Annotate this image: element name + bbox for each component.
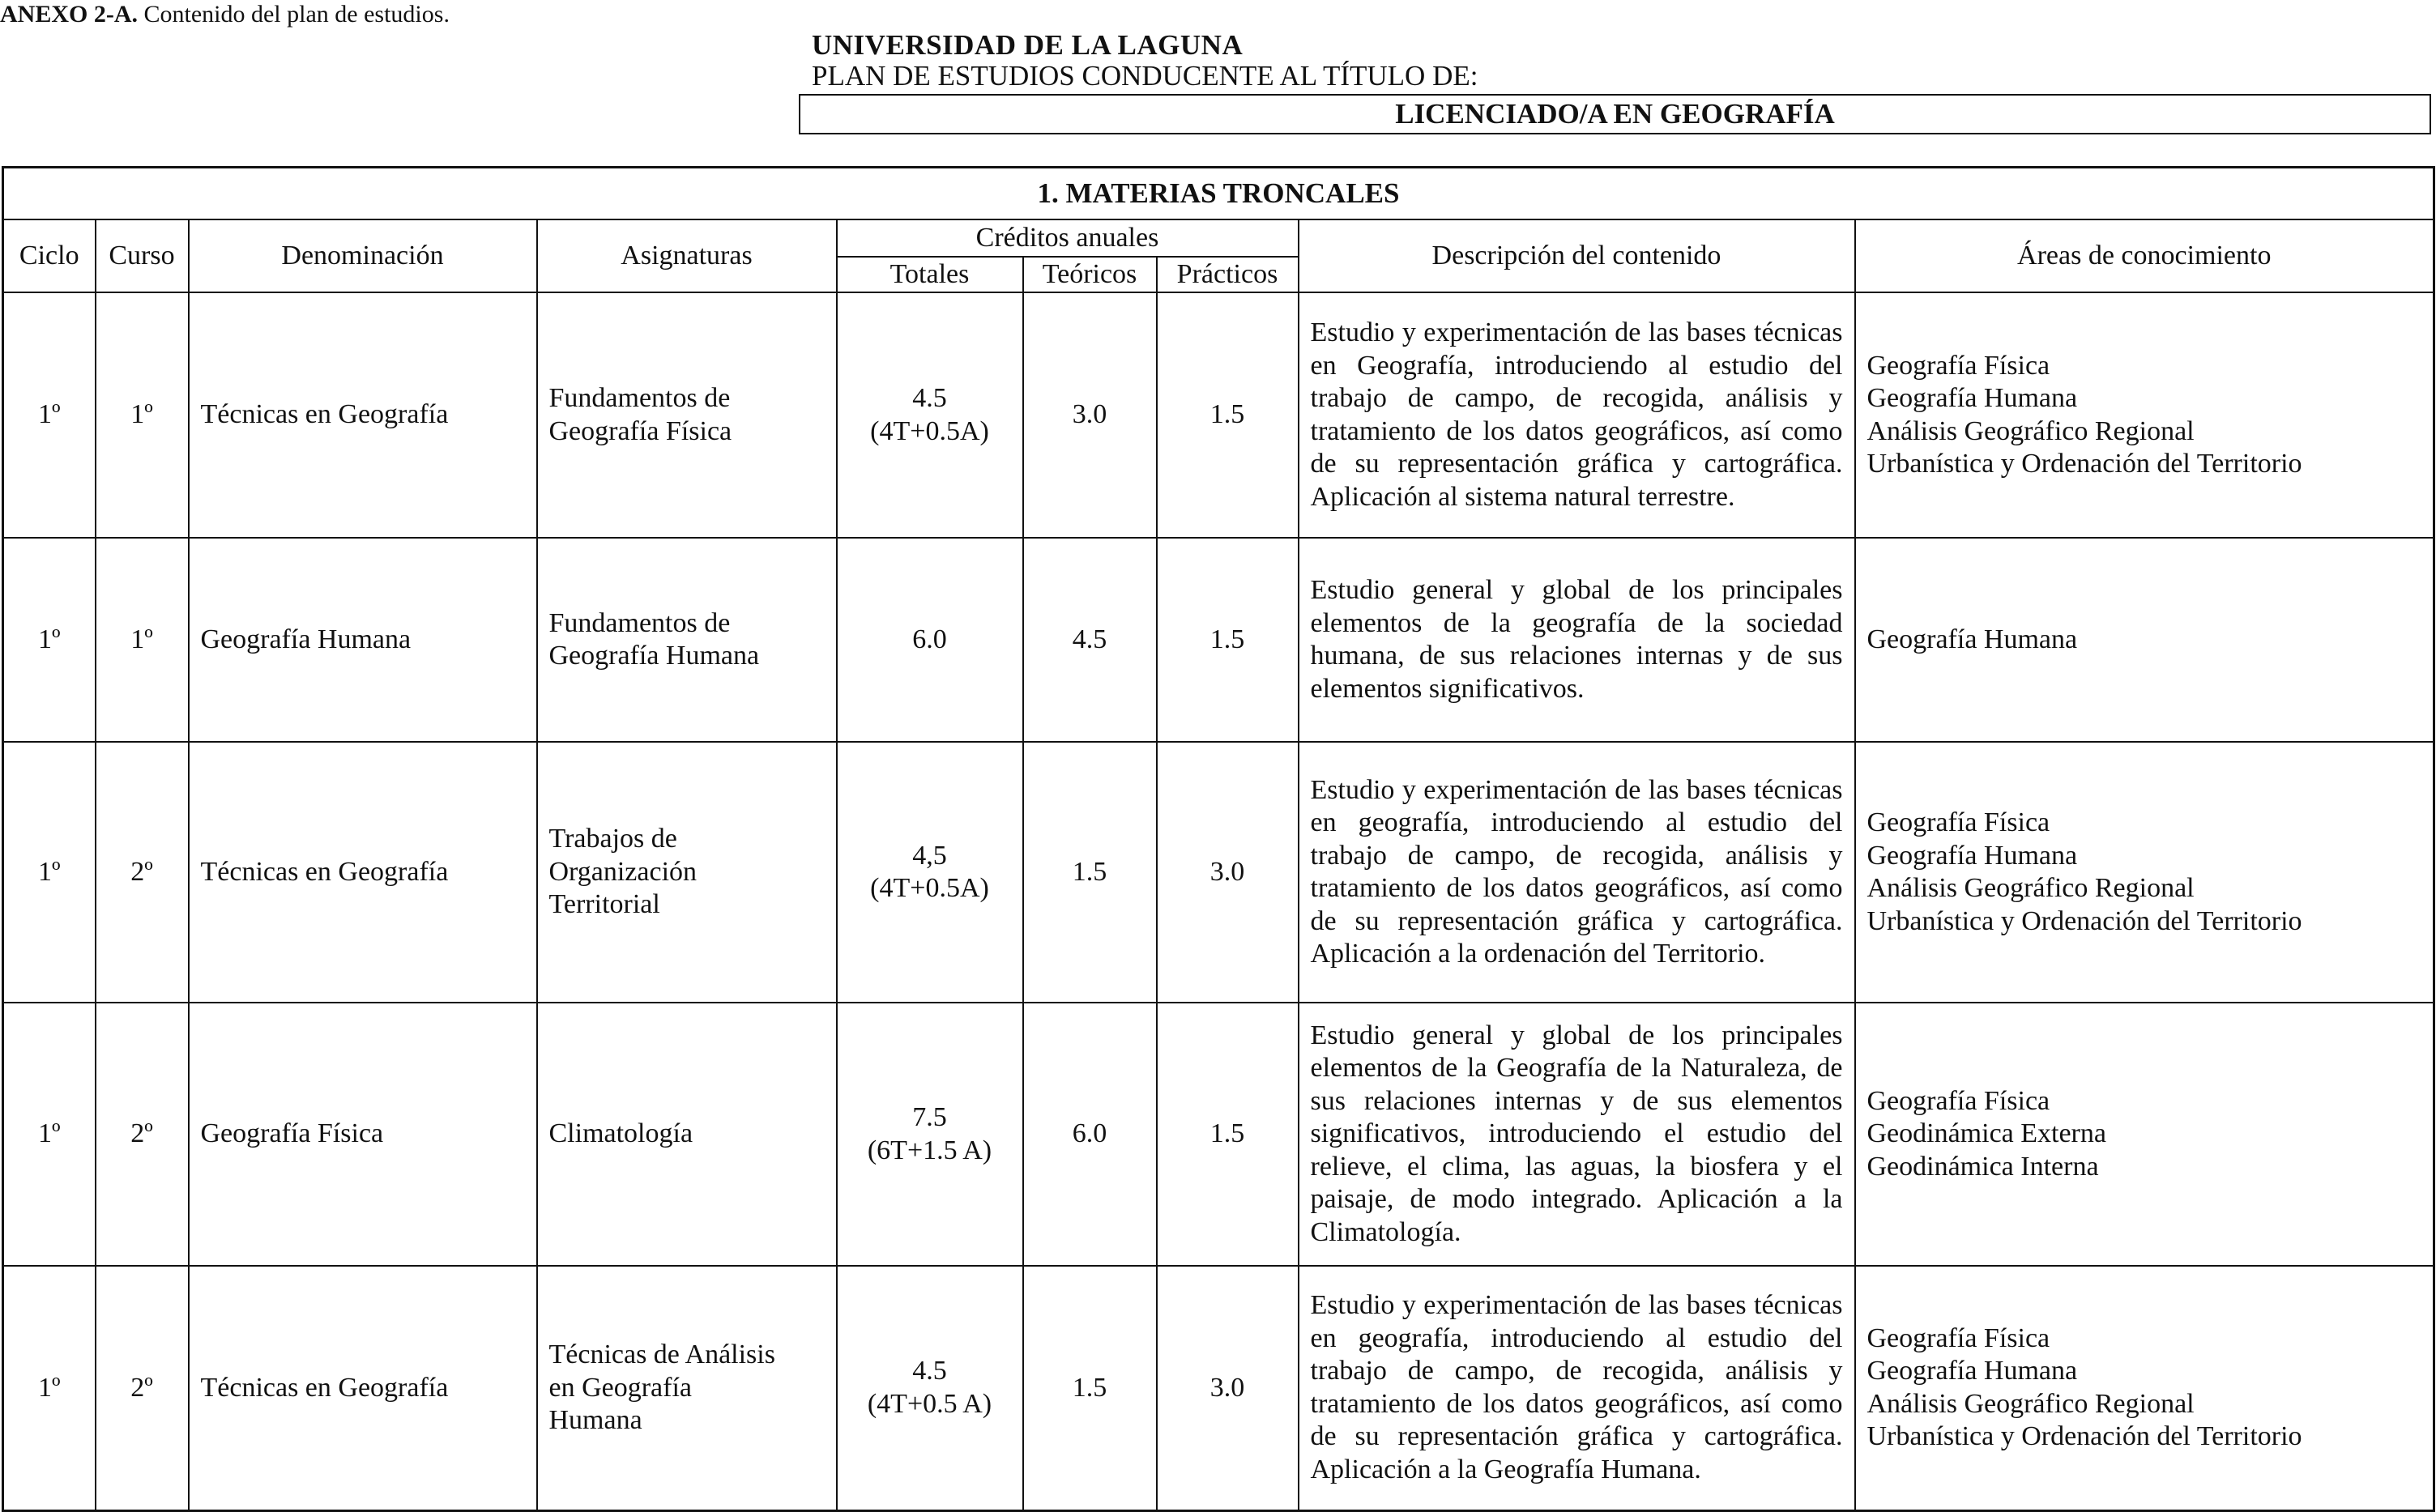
area-line: Geografía Física <box>1866 807 2050 837</box>
asignatura-line: Territorial <box>548 889 660 920</box>
curriculum-table <box>2 166 2435 1512</box>
cell-teoricos: 1.5 <box>1023 1266 1157 1510</box>
cell-ciclo: 1º <box>3 1003 96 1266</box>
table-row <box>3 292 2434 538</box>
col-header-creditos: Créditos anuales <box>837 219 1299 257</box>
cell-totales <box>837 1266 1023 1510</box>
cell-denominacion: Técnicas en Geografía <box>189 292 537 538</box>
asignatura-line: Técnicas de Análisis <box>548 1340 775 1369</box>
cell-areas <box>1855 538 2434 742</box>
cell-totales <box>837 1003 1023 1266</box>
asignatura-line: Climatología <box>548 1118 693 1149</box>
cell-asignatura <box>537 742 837 1003</box>
col-header-asignaturas: Asignaturas <box>537 219 837 292</box>
totales-line: (4T+0.5A) <box>870 415 989 446</box>
col-header-areas: Áreas de conocimiento <box>1855 219 2434 292</box>
cell-practicos: 1.5 <box>1157 292 1299 538</box>
col-header-ciclo: Ciclo <box>3 219 96 292</box>
cell-denominacion: Geografía Física <box>189 1003 537 1266</box>
annex-description: Contenido del plan de estudios. <box>138 1 450 28</box>
area-line: Geografía Humana <box>1866 624 2078 654</box>
cell-practicos: 3.0 <box>1157 1266 1299 1510</box>
cell-areas <box>1855 292 2434 538</box>
totales-line: (4T+0.5 A) <box>867 1388 992 1419</box>
cell-totales <box>837 742 1023 1003</box>
totales-line: 4.5 <box>912 383 947 413</box>
table-row <box>3 1266 2434 1510</box>
cell-areas <box>1855 1266 2434 1510</box>
cell-teoricos: 3.0 <box>1023 292 1157 538</box>
table-body <box>3 292 2434 1510</box>
area-line: Geodinámica Externa <box>1866 1118 2106 1149</box>
cell-asignatura <box>537 1003 837 1266</box>
totales-line: 4.5 <box>912 1356 947 1386</box>
asignatura-line: Trabajos de <box>548 824 677 854</box>
cell-practicos: 1.5 <box>1157 538 1299 742</box>
cell-denominacion: Técnicas en Geografía <box>189 742 537 1003</box>
section-title: 1. MATERIAS TRONCALES <box>3 168 2434 220</box>
cell-teoricos: 6.0 <box>1023 1003 1157 1266</box>
totales-line: 6.0 <box>912 624 947 654</box>
asignatura-line: Geografía Humana <box>548 641 760 671</box>
area-line: Urbanística y Ordenación del Territorio <box>1866 905 2302 936</box>
area-line: Geografía Humana <box>1866 383 2078 413</box>
asignatura-line: Fundamentos de <box>548 607 731 638</box>
area-line: Análisis Geográfico Regional <box>1866 415 2195 446</box>
col-header-descripcion: Descripción del contenido <box>1299 219 1855 292</box>
cell-descripcion: Estudio general y global de los principales elementos de la Geografía de la Naturaleza, de sus relaciones internas y de sus elementos significativos, introduciendo el estudio del relieve, el clima, las aguas, la biosfera y el paisaje, de modo integrado. Aplicación a la Climatología. <box>1299 1003 1855 1266</box>
area-line: Análisis Geográfico Regional <box>1866 873 2195 903</box>
degree-title: LICENCIADO/A EN GEOGRAFÍA <box>799 94 2431 134</box>
cell-asignatura <box>537 1266 837 1510</box>
totales-line: (6T+1.5 A) <box>867 1135 992 1165</box>
col-header-practicos: Prácticos <box>1157 257 1299 292</box>
asignatura-line: Organización <box>548 856 698 887</box>
col-header-denominacion: Denominación <box>189 219 537 292</box>
cell-descripcion: Estudio y experimentación de las bases técnicas en geografía, introduciendo al estudio del trabajo de campo, de recogida, análisis y tratamiento de los datos geográficos, así como de su representación gráfica y cartográfica. Aplicación a la Geografía Humana. <box>1299 1266 1855 1510</box>
cell-descripcion: Estudio y experimentación de las bases técnicas en geografía, introduciendo al estudio del trabajo de campo, de recogida, análisis y tratamiento de los datos geográficos, así como de su representación gráfica y cartográfica. Aplicación a la ordenación del Territorio. <box>1299 742 1855 1003</box>
cell-areas <box>1855 742 2434 1003</box>
cell-areas <box>1855 1003 2434 1266</box>
cell-totales <box>837 292 1023 538</box>
cell-descripcion: Estudio general y global de los principales elementos de la geografía de la sociedad humana, de sus relaciones internas y de sus elementos significativos. <box>1299 538 1855 742</box>
asignatura-line: Fundamentos de <box>548 383 731 413</box>
cell-curso: 1º <box>96 292 189 538</box>
col-header-teoricos: Teóricos <box>1023 257 1157 292</box>
cell-denominacion: Geografía Humana <box>189 538 537 742</box>
cell-practicos: 3.0 <box>1157 742 1299 1003</box>
cell-curso: 2º <box>96 1266 189 1510</box>
cell-curso: 1º <box>96 538 189 742</box>
cell-ciclo: 1º <box>3 742 96 1003</box>
table-row <box>3 1003 2434 1266</box>
cell-ciclo: 1º <box>3 1266 96 1510</box>
cell-ciclo: 1º <box>3 292 96 538</box>
asignatura-line: Humana <box>548 1405 642 1435</box>
table-row <box>3 742 2434 1003</box>
area-line: Geografía Física <box>1866 350 2050 381</box>
area-line: Urbanística y Ordenación del Territorio <box>1866 449 2302 479</box>
university-name: UNIVERSIDAD DE LA LAGUNA <box>812 29 1244 61</box>
cell-ciclo: 1º <box>3 538 96 742</box>
cell-teoricos: 1.5 <box>1023 742 1157 1003</box>
asignatura-line: Geografía Física <box>548 415 732 446</box>
col-header-totales: Totales <box>837 257 1023 292</box>
annex-label: ANEXO 2-A. <box>0 1 138 28</box>
cell-practicos: 1.5 <box>1157 1003 1299 1266</box>
area-line: Geografía Humana <box>1866 1356 2078 1386</box>
cell-denominacion: Técnicas en Geografía <box>189 1266 537 1510</box>
col-header-curso: Curso <box>96 219 189 292</box>
totales-line: 7.5 <box>912 1102 947 1132</box>
totales-line: (4T+0.5A) <box>870 873 989 903</box>
area-line: Geografía Física <box>1866 1085 2050 1116</box>
cell-descripcion: Estudio y experimentación de las bases técnicas en Geografía, introduciendo al estudio del trabajo de campo, de recogida, análisis y tratamiento de los datos geográficos, así como de su representación gráfica y cartográfica. Aplicación al sistema natural terrestre. <box>1299 292 1855 538</box>
annex-heading <box>0 0 450 29</box>
cell-asignatura <box>537 538 837 742</box>
area-line: Geografía Humana <box>1866 840 2078 871</box>
area-line: Geodinámica Interna <box>1866 1151 2099 1182</box>
area-line: Análisis Geográfico Regional <box>1866 1388 2195 1419</box>
cell-curso: 2º <box>96 742 189 1003</box>
cell-teoricos: 4.5 <box>1023 538 1157 742</box>
area-line: Geografía Física <box>1866 1322 2050 1353</box>
asignatura-line: en Geografía <box>548 1372 693 1403</box>
totales-line: 4,5 <box>912 840 947 871</box>
cell-curso: 2º <box>96 1003 189 1266</box>
table-row <box>3 538 2434 742</box>
plan-title: PLAN DE ESTUDIOS CONDUCENTE AL TÍTULO DE: <box>812 60 1478 92</box>
cell-asignatura <box>537 292 837 538</box>
cell-totales <box>837 538 1023 742</box>
area-line: Urbanística y Ordenación del Territorio <box>1866 1421 2302 1452</box>
